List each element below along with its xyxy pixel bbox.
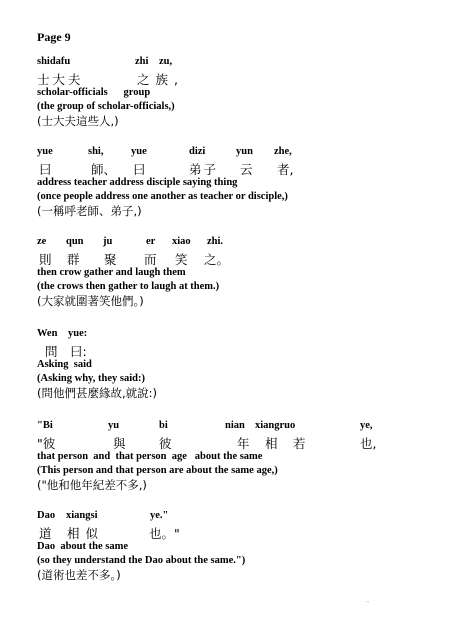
chinese-paraphrase: (一稱呼老師、弟子,) — [37, 204, 142, 218]
hanzi-word: 而 — [144, 252, 157, 267]
hanzi-word: 彼 — [159, 436, 172, 451]
hanzi-word: 群 — [67, 252, 80, 267]
hanzi-word: 與 — [113, 436, 126, 451]
hanzi-word: 年 — [237, 436, 250, 451]
hanzi-word: "彼 — [37, 436, 56, 451]
hanzi-word: 也。" — [149, 526, 180, 541]
pinyin-word: xiangsi — [66, 510, 98, 521]
pinyin-word: nian — [225, 420, 245, 431]
english-translation: (the crows then gather to laugh at them.) — [37, 281, 220, 292]
pinyin-line — [37, 146, 440, 160]
gloss-line: Asking said — [37, 359, 92, 370]
english-translation: (so they understand the Dao about the same.") — [37, 555, 246, 566]
verse-block-5 — [37, 420, 440, 492]
pinyin-word: shidafu — [37, 56, 71, 67]
pinyin-word: qun — [66, 236, 84, 247]
hanzi-word: 道 — [39, 526, 52, 541]
pinyin-word: ye." — [150, 510, 169, 521]
chinese-paraphrase: (大家就圍著笑他們。) — [37, 294, 144, 308]
pinyin-word: er — [146, 236, 156, 247]
pinyin-word: zhi — [135, 56, 149, 67]
pinyin-word: yun — [236, 146, 253, 157]
verse-block-4 — [37, 328, 440, 400]
pinyin-word: "Bi — [37, 420, 53, 431]
hanzi-word: 則 — [39, 252, 52, 267]
hanzi-word: 曰 — [39, 162, 52, 177]
verse-block-2 — [37, 146, 440, 218]
english-translation: (This person and that person are about the same age,) — [37, 465, 278, 476]
pinyin-word: yue — [131, 146, 147, 157]
page-number: Page 9 — [37, 30, 71, 44]
hanzi-line — [37, 524, 440, 540]
pinyin-word: yu — [108, 420, 120, 431]
hanzi-word: 若 — [293, 436, 306, 451]
pinyin-word: shi, — [88, 146, 104, 157]
hanzi-word: 師、 — [91, 162, 117, 177]
pinyin-word: ju — [103, 236, 113, 247]
pinyin-word: dizi — [189, 146, 206, 157]
english-translation: (Asking why, they said:) — [37, 373, 145, 384]
hanzi-word: 笑 — [175, 252, 188, 267]
hanzi-word: 聚 — [104, 252, 117, 267]
hanzi-word: 曰: — [70, 344, 87, 359]
hanzi-word: 相 — [265, 436, 278, 451]
pinyin-word: xiangruo — [255, 420, 296, 431]
pinyin-word: xiao — [172, 236, 191, 247]
chinese-paraphrase: ("他和他年紀差不多,) — [37, 478, 147, 492]
pinyin-line — [37, 56, 440, 70]
hanzi-line — [37, 342, 440, 358]
chinese-paraphrase: (士大夫這些人,) — [37, 114, 119, 128]
scan-speck: ~ — [366, 600, 370, 606]
hanzi-word: 問 — [45, 344, 58, 359]
pinyin-word: yue — [37, 146, 53, 157]
pinyin-word: ze — [37, 236, 47, 247]
pinyin-line — [37, 328, 440, 342]
chinese-paraphrase: (問他們甚麼緣故,就說:) — [37, 386, 158, 400]
english-translation: (the group of scholar-officials,) — [37, 101, 175, 112]
pinyin-line — [37, 510, 440, 524]
pinyin-word: Dao — [37, 510, 56, 521]
chinese-paraphrase: (道術也差不多。) — [37, 568, 121, 582]
pinyin-word: bi — [159, 420, 168, 431]
hanzi-word: 士大夫 — [37, 72, 84, 87]
gloss-line: Dao about the same — [37, 541, 128, 552]
pinyin-word: Wen — [37, 328, 58, 339]
hanzi-word: 相似 — [67, 526, 105, 541]
hanzi-word: 云 — [240, 162, 253, 177]
pinyin-line — [37, 236, 440, 250]
verse-block-3 — [37, 236, 440, 308]
gloss-line: address teacher address disciple saying thing — [37, 177, 238, 188]
pinyin-word: zhe, — [274, 146, 292, 157]
hanzi-line — [37, 160, 440, 176]
pinyin-word: zhi. — [207, 236, 224, 247]
hanzi-word: 曰 — [133, 162, 146, 177]
hanzi-line — [37, 250, 440, 266]
hanzi-word: 之。 — [204, 252, 230, 267]
pinyin-word: ye, — [360, 420, 373, 431]
hanzi-line — [37, 434, 440, 450]
gloss-line: then crow gather and laugh them — [37, 267, 186, 278]
gloss-line: scholar-officials group — [37, 87, 151, 98]
gloss-line: that person and that person age about the same — [37, 451, 263, 462]
hanzi-word: 弟子 — [189, 162, 219, 177]
pinyin-word: yue: — [68, 328, 88, 339]
english-translation: (once people address one another as teacher or disciple,) — [37, 191, 288, 202]
hanzi-word: 者, — [277, 162, 294, 177]
pinyin-word: zu, — [159, 56, 173, 67]
pinyin-line — [37, 420, 440, 434]
hanzi-word: 之族, — [137, 72, 184, 87]
verse-block-6 — [37, 510, 440, 582]
hanzi-word: 也, — [360, 436, 377, 451]
hanzi-line — [37, 70, 440, 86]
verse-block-1 — [37, 56, 440, 128]
